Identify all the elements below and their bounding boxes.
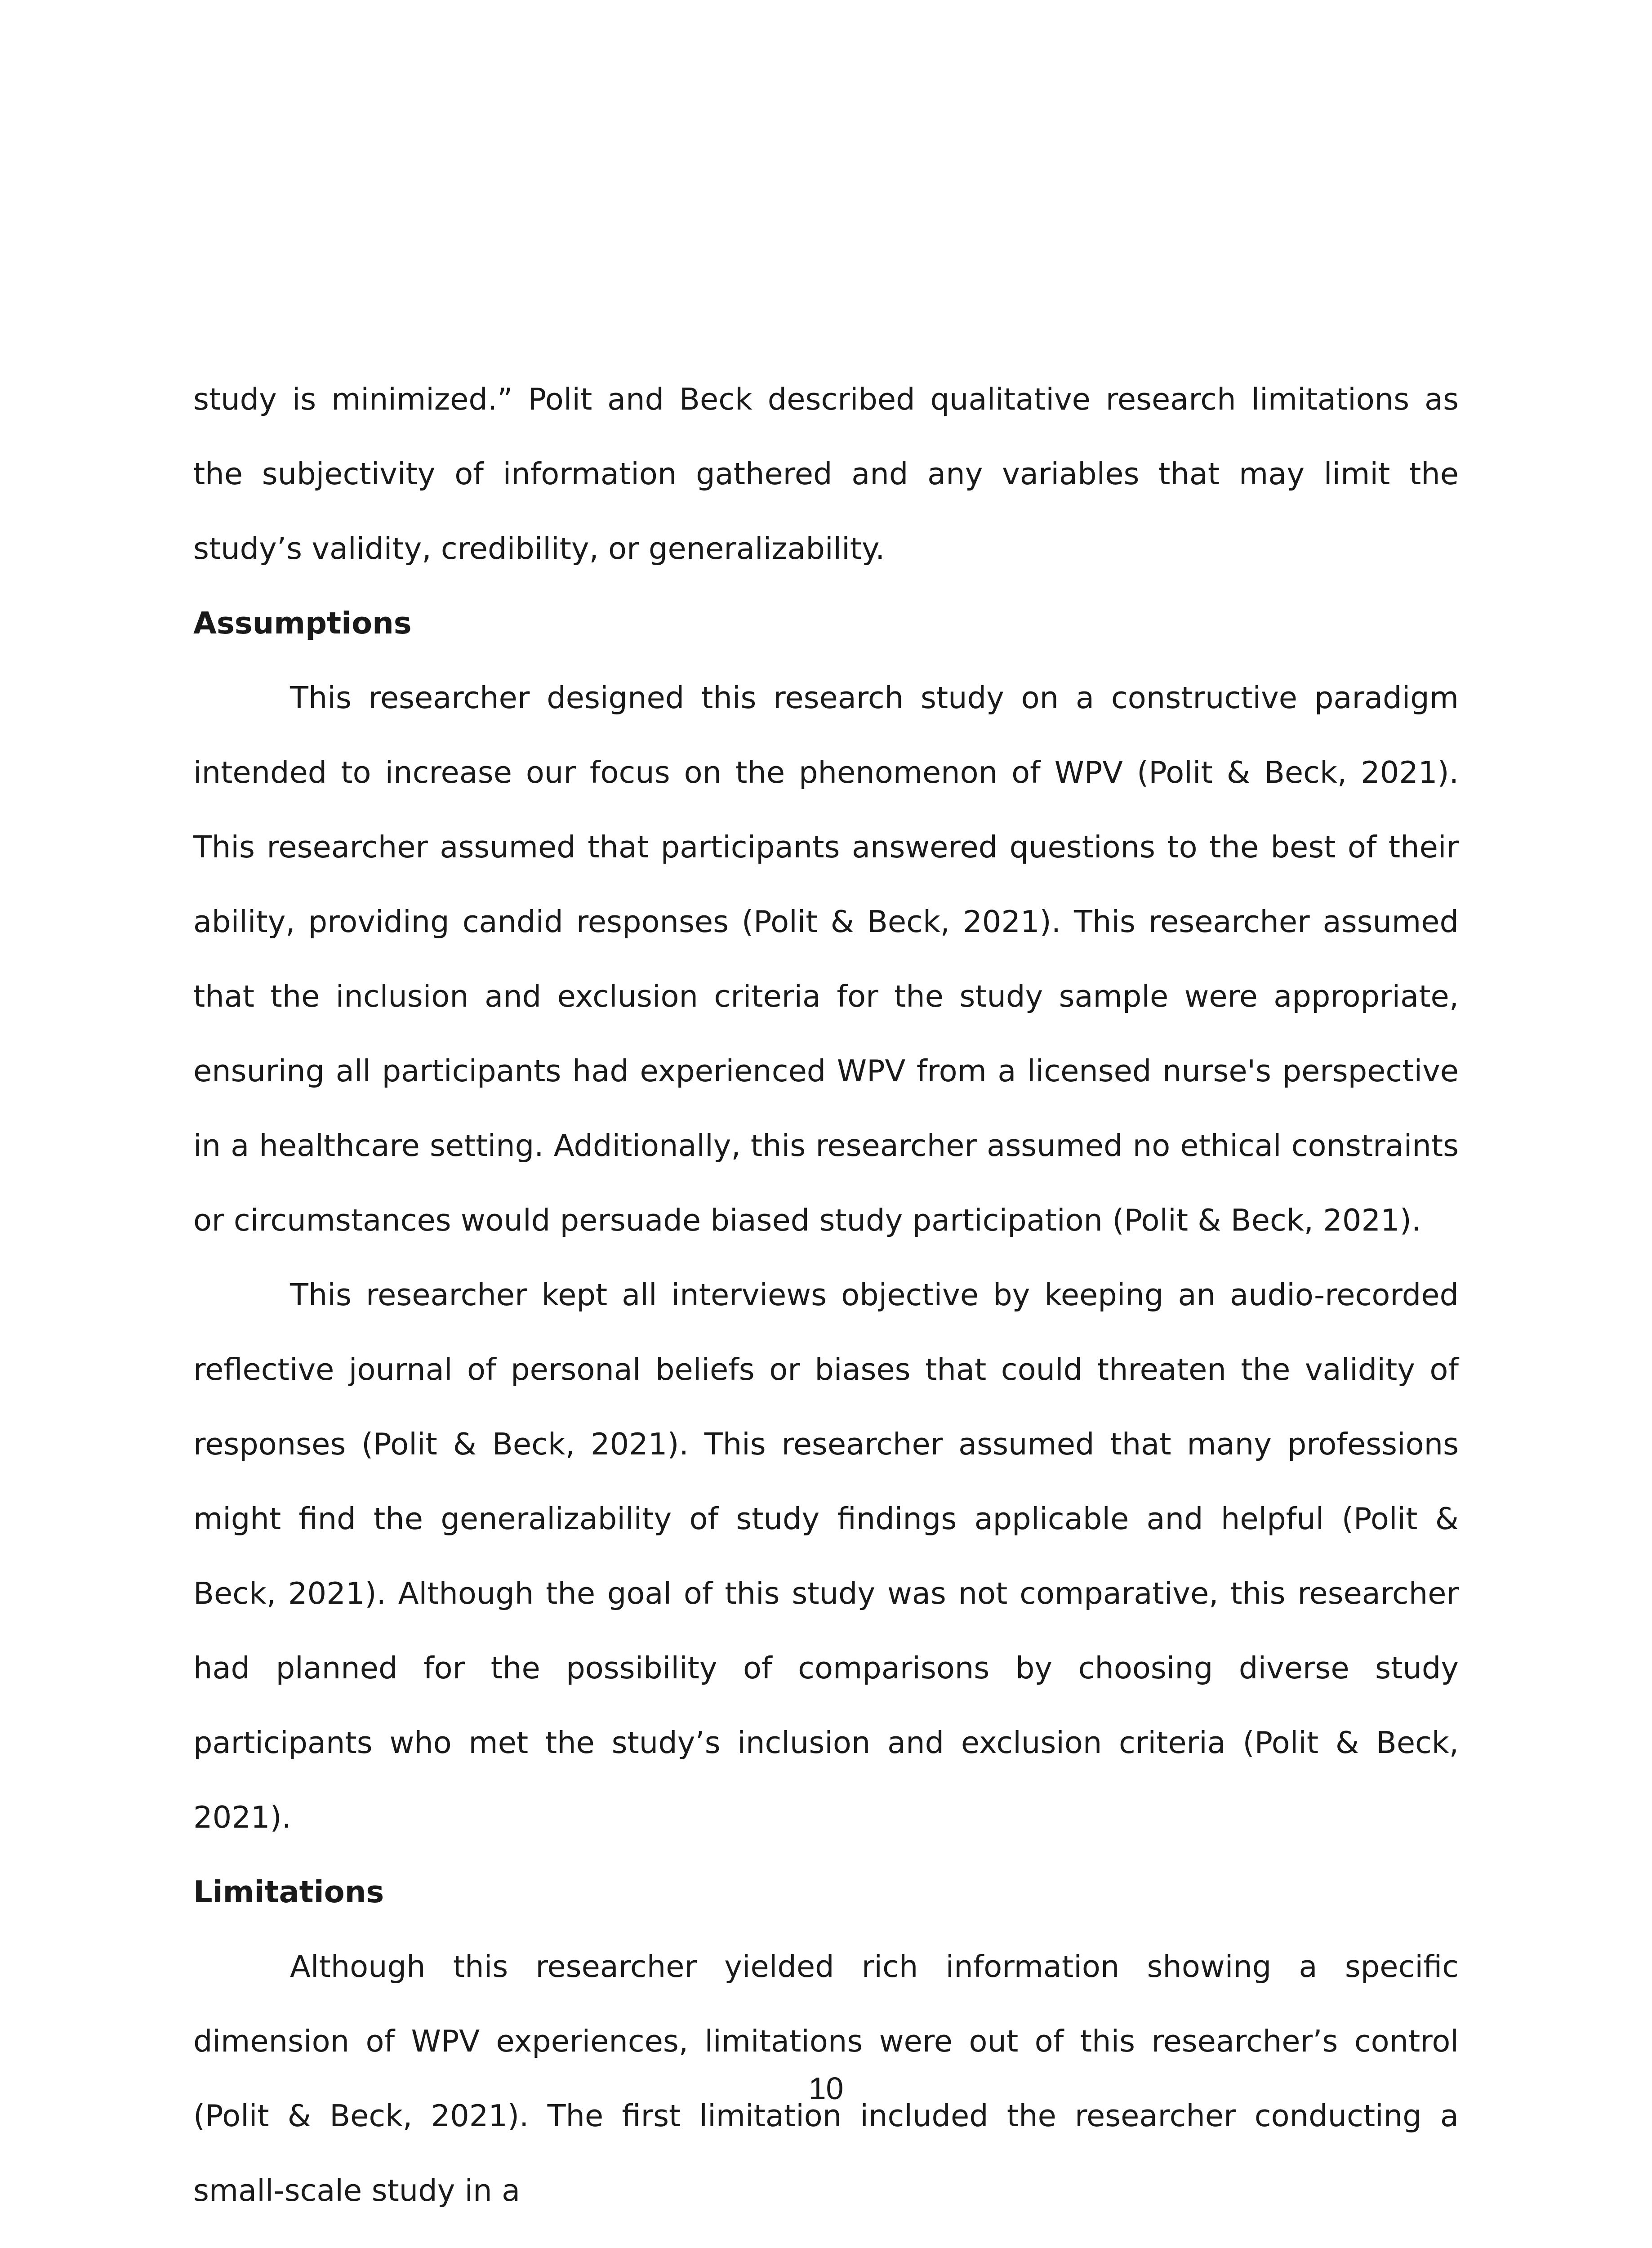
paragraph-assumptions-2: This researcher kept all interviews objective by keeping an audio-recorded reflective journal of personal beliefs or biases that could threaten the validity of responses (Polit & Beck, 2021). This researcher assumed that many professions might find the generalizability of study findings applicable and helpful (Polit & Beck, 2021). Although the goal of this study was not comparative, this researcher had planned for the possibility of comparisons by choosing diverse study participants who met the study’s inclusion and exclusion criteria (Polit & Beck, 2021). — [193, 1277, 1459, 1835]
body-text — [193, 362, 1459, 2228]
paragraph-limitations-1: Although this researcher yielded rich information showing a specific dimension of WPV experiences, limitations were out of this researcher’s control (Polit & Beck, 2021). The first limitation included the researcher conducting a small-scale study in a — [193, 1949, 1459, 2208]
paragraph-intro-continuation: study is minimized.” Polit and Beck described qualitative research limitations as the subjectivity of information gathered and any variables that may limit the study’s validity, credibility, or generalizability. — [193, 382, 1459, 566]
heading-assumptions: Assumptions — [193, 606, 412, 641]
heading-limitations: Limitations — [193, 1874, 384, 1909]
page-number: 10 — [808, 2071, 844, 2106]
paragraph-assumptions-1: This researcher designed this research study on a constructive paradigm intended to increase our focus on the phenomenon of WPV (Polit & Beck, 2021). This researcher assumed that participants answered questions to the best of their ability, providing candid responses (Polit & Beck, 2021). This researcher assumed that the inclusion and exclusion criteria for the study sample were appropriate, ensuring all participants had experienced WPV from a licensed nurse's perspective in a healthcare setting. Additionally, this researcher assumed no ethical constraints or circumstances would persuade biased study participation (Polit & Beck, 2021). — [193, 680, 1459, 1238]
